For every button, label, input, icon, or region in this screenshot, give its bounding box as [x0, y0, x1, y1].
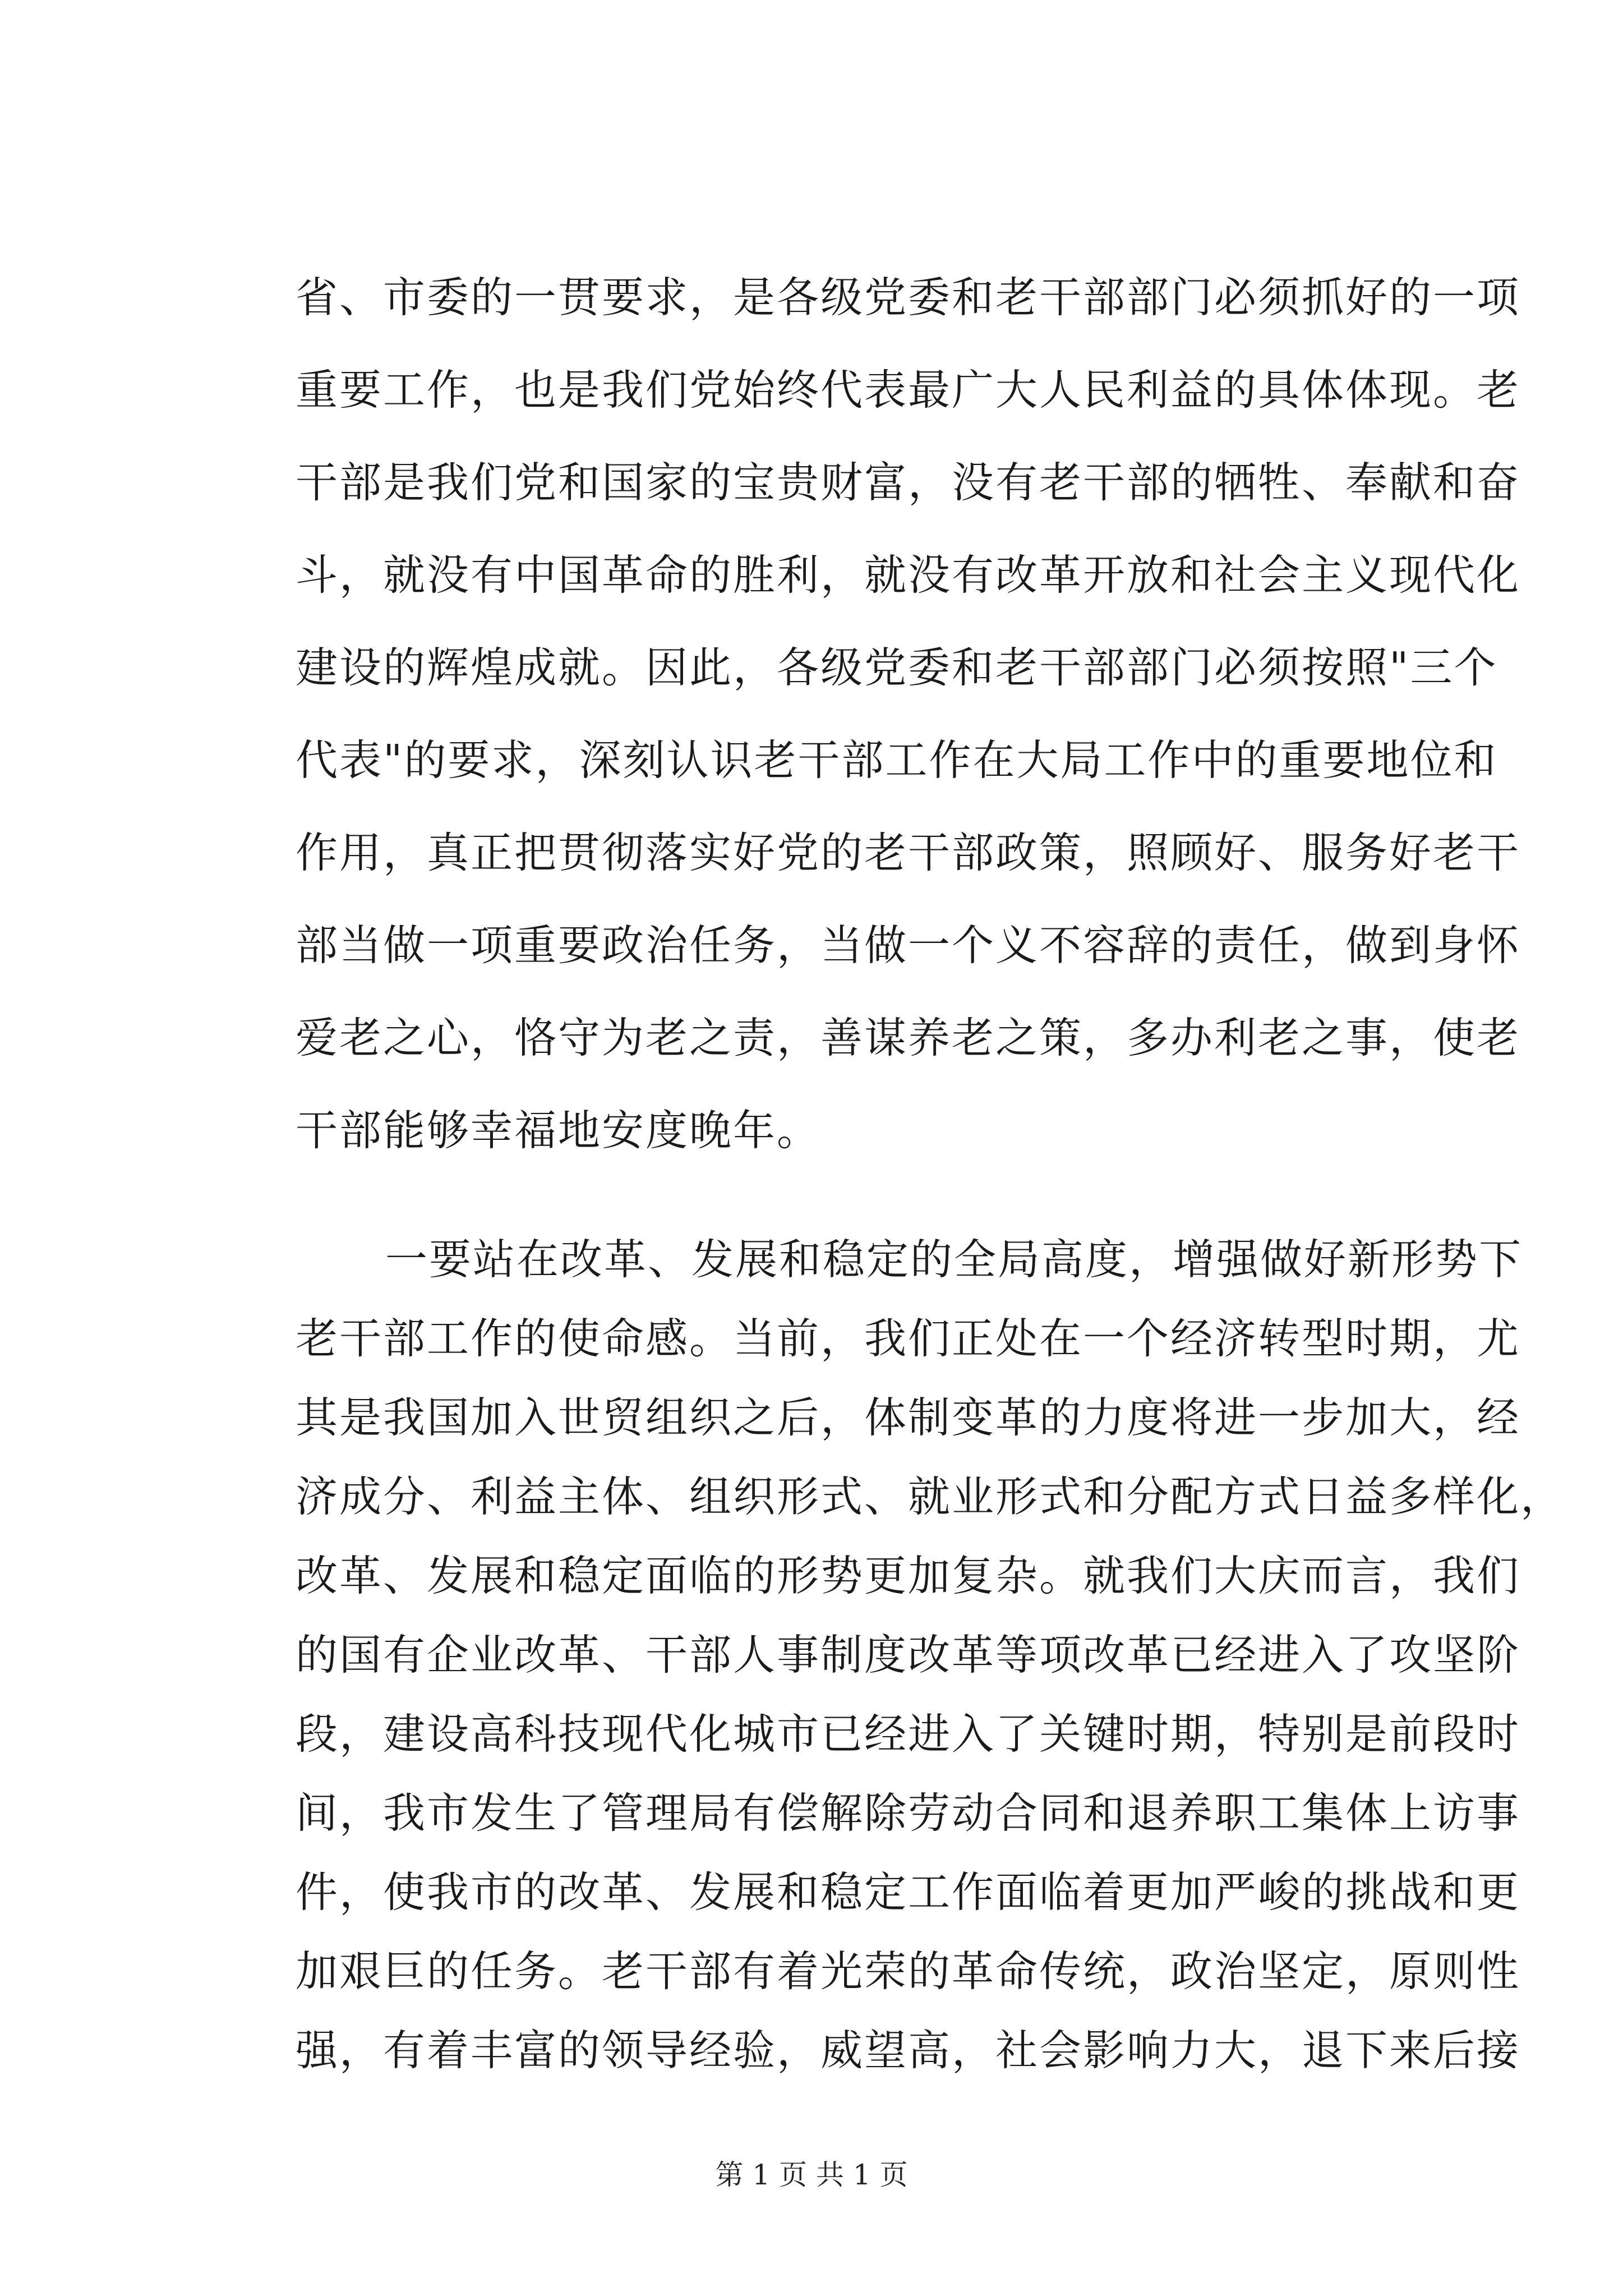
- text-line: 间，我市发生了管理局有偿解除劳动合同和退养职工集体上访事: [296, 1788, 1521, 1838]
- page-number-footer: 第 1 页 共 1 页: [715, 2159, 908, 2191]
- text-line: 爱老之心，恪守为老之责，善谋养老之策，多办利老之事，使老: [296, 1013, 1521, 1062]
- text-line: 作用，真正把贯彻落实好党的老干部政策，照顾好、服务好老干: [296, 828, 1521, 877]
- text-line: 代表"的要求，深刻认识老干部工作在大局工作中的重要地位和: [296, 735, 1498, 785]
- text-line: 件，使我市的改革、发展和稳定工作面临着更加严峻的挑战和更: [296, 1867, 1521, 1917]
- text-line: 建设的辉煌成就。因此，各级党委和老干部部门必须按照"三个: [296, 643, 1498, 692]
- text-line: 干部能够幸福地安度晚年。: [296, 1106, 821, 1155]
- text-line: 其是我国加入世贸组织之后，体制变革的力度将进一步加大，经: [296, 1393, 1521, 1442]
- text-line: 的国有企业改革、干部人事制度改革等项改革已经进入了攻坚阶: [296, 1630, 1521, 1680]
- text-line: 段，建设高科技现代化城市已经进入了关键时期，特别是前段时: [296, 1709, 1521, 1759]
- text-line: 老干部工作的使命感。当前，我们正处在一个经济转型时期，尤: [296, 1314, 1521, 1363]
- text-line: 重要工作，也是我们党始终代表最广大人民利益的具体体现。老: [296, 365, 1521, 415]
- text-line: 济成分、利益主体、组织形式、就业形式和分配方式日益多样化，: [296, 1472, 1565, 1521]
- paragraph-first-line: 一要站在改革、发展和稳定的全局高度，增强做好新形势下: [385, 1235, 1523, 1284]
- text-line: 改革、发展和稳定面临的形势更加复杂。就我们大庆而言，我们: [296, 1551, 1521, 1600]
- text-line: 强，有着丰富的领导经验，威望高，社会影响力大，退下来后接: [296, 2026, 1521, 2075]
- text-line: 斗，就没有中国革命的胜利，就没有改革开放和社会主义现代化: [296, 550, 1521, 600]
- text-line: 干部是我们党和国家的宝贵财富，没有老干部的牺牲、奉献和奋: [296, 458, 1521, 507]
- text-line: 加艰巨的任务。老干部有着光荣的革命传统，政治坚定，原则性: [296, 1947, 1521, 1996]
- text-line: 部当做一项重要政治任务，当做一个义不容辞的责任，做到身怀: [296, 921, 1521, 970]
- text-line: 省、市委的一贯要求，是各级党委和老干部部门必须抓好的一项: [296, 273, 1521, 322]
